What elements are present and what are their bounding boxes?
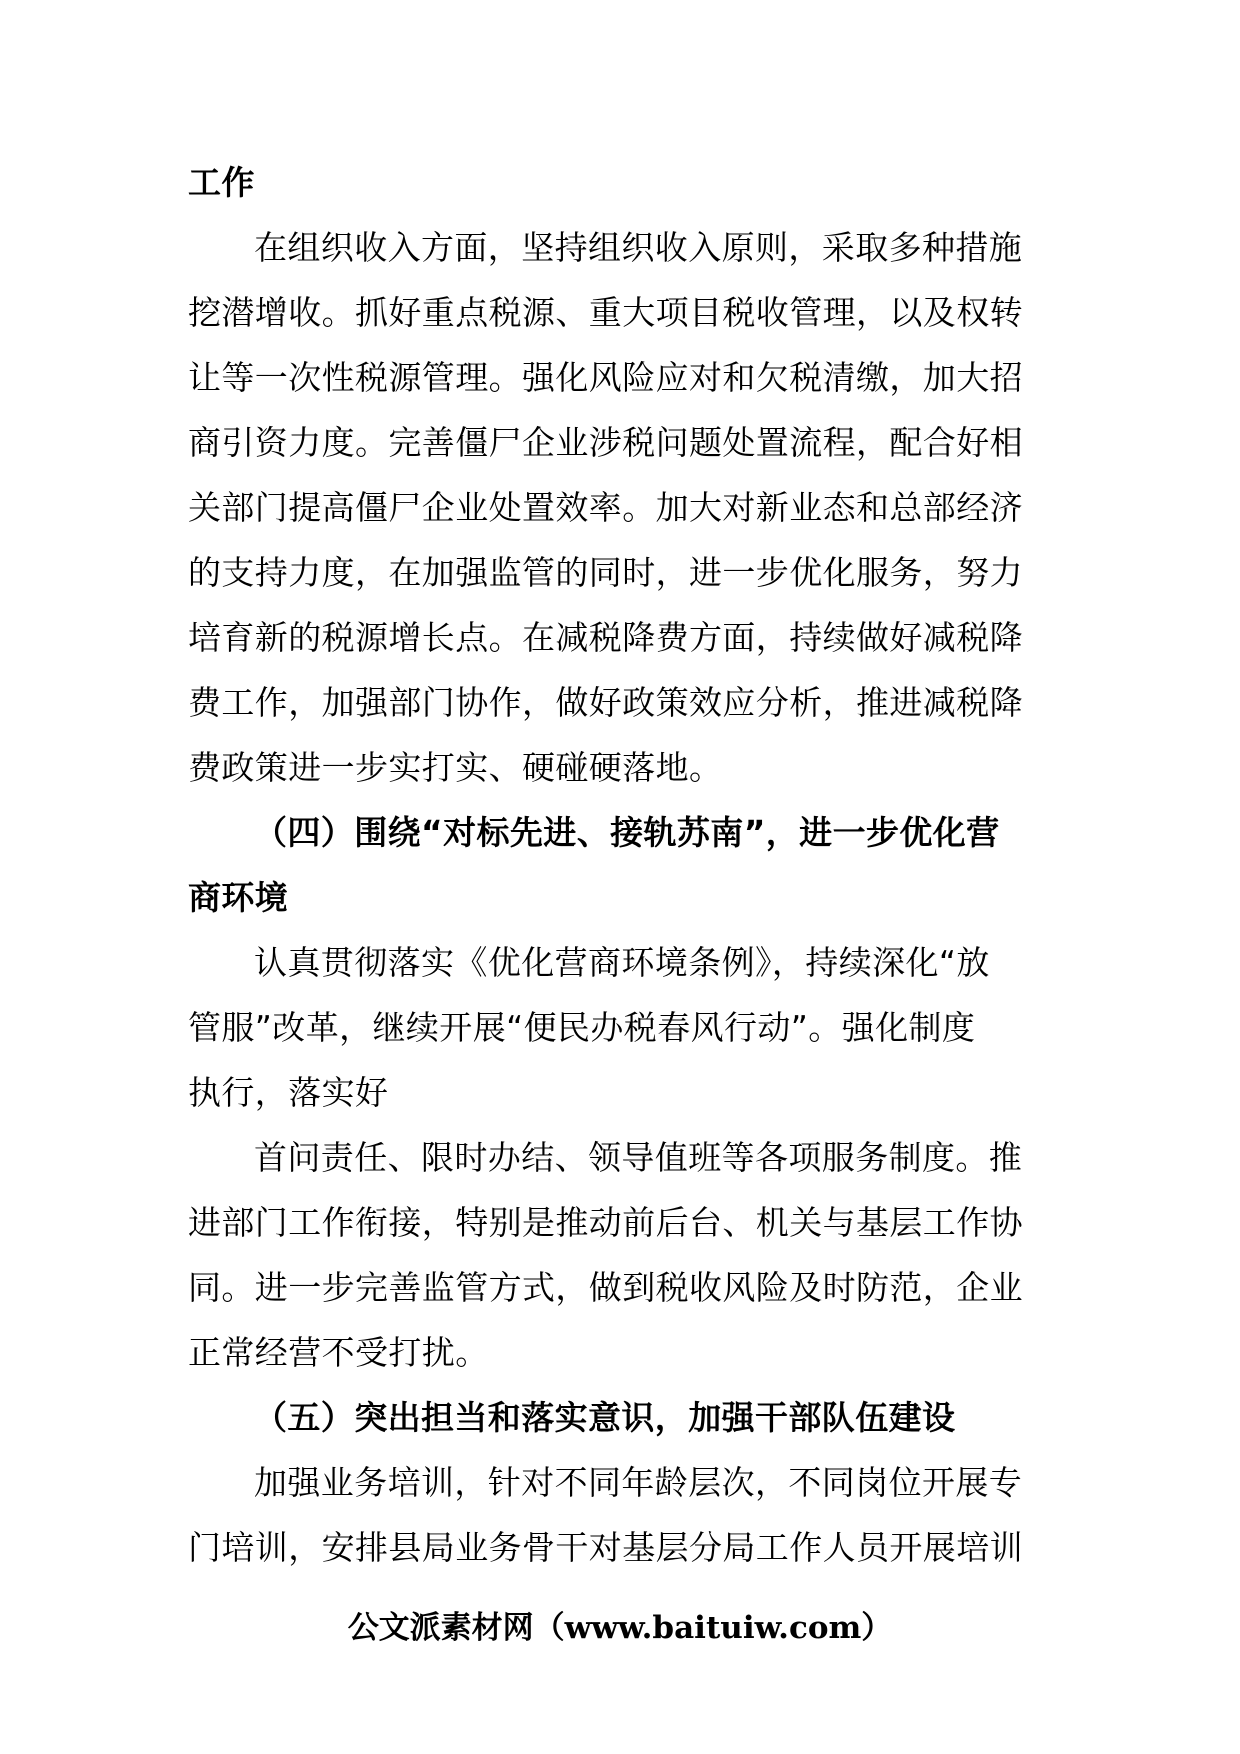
paragraph-line: 费政策进一步实打实、硬碰硬落地。 xyxy=(188,748,723,787)
section-heading-5: （五）突出担当和落实意识，加强干部队伍建设 xyxy=(254,1398,956,1437)
heading-continuation: 工作 xyxy=(188,163,255,202)
paragraph-line: 挖潜增收。抓好重点税源、重大项目税收管理，以及权转 xyxy=(188,293,1023,332)
paragraph-line: 加强业务培训，针对不同年龄层次，不同岗位开展专 xyxy=(254,1463,1023,1502)
paragraph-line: 同。进一步完善监管方式，做到税收风险及时防范，企业 xyxy=(188,1268,1023,1307)
paragraph-line: 进部门工作衔接，特别是推动前后台、机关与基层工作协 xyxy=(188,1203,1023,1242)
paragraph-line: 执行，落实好 xyxy=(188,1073,389,1112)
paragraph-line: 费工作，加强部门协作，做好政策效应分析，推进减税降 xyxy=(188,683,1023,722)
paragraph-line: 的支持力度，在加强监管的同时，进一步优化服务，努力 xyxy=(188,553,1023,592)
paragraph-line: 关部门提高僵尸企业处置效率。加大对新业态和总部经济 xyxy=(188,488,1023,527)
paragraph-line: 正常经营不受打扰。 xyxy=(188,1333,489,1372)
paragraph-line: 让等一次性税源管理。强化风险应对和欠税清缴，加大招 xyxy=(188,358,1023,397)
paragraph-line: 首问责任、限时办结、领导值班等各项服务制度。推 xyxy=(254,1138,1023,1177)
paragraph-line: 管服”改革，继续开展“便民办税春风行动”。强化制度 xyxy=(188,1008,976,1047)
section-heading-4-continuation: 商环境 xyxy=(188,878,289,917)
section-heading-4: （四）围绕“对标先进、接轨苏南”，进一步优化营 xyxy=(254,813,1000,852)
paragraph-line: 认真贯彻落实《优化营商环境条例》，持续深化“放 xyxy=(254,943,990,982)
paragraph-line: 门培训，安排县局业务骨干对基层分局工作人员开展培训 xyxy=(188,1528,1023,1567)
paragraph-line: 培育新的税源增长点。在减税降费方面，持续做好减税降 xyxy=(188,618,1023,657)
paragraph-line: 在组织收入方面，坚持组织收入原则，采取多种措施 xyxy=(254,228,1023,267)
document-body xyxy=(188,150,1054,1580)
paragraph-line: 商引资力度。完善僵尸企业涉税问题处置流程，配合好相 xyxy=(188,423,1023,462)
footer-watermark: 公文派素材网（www.baituiw.com） xyxy=(347,1610,893,1646)
